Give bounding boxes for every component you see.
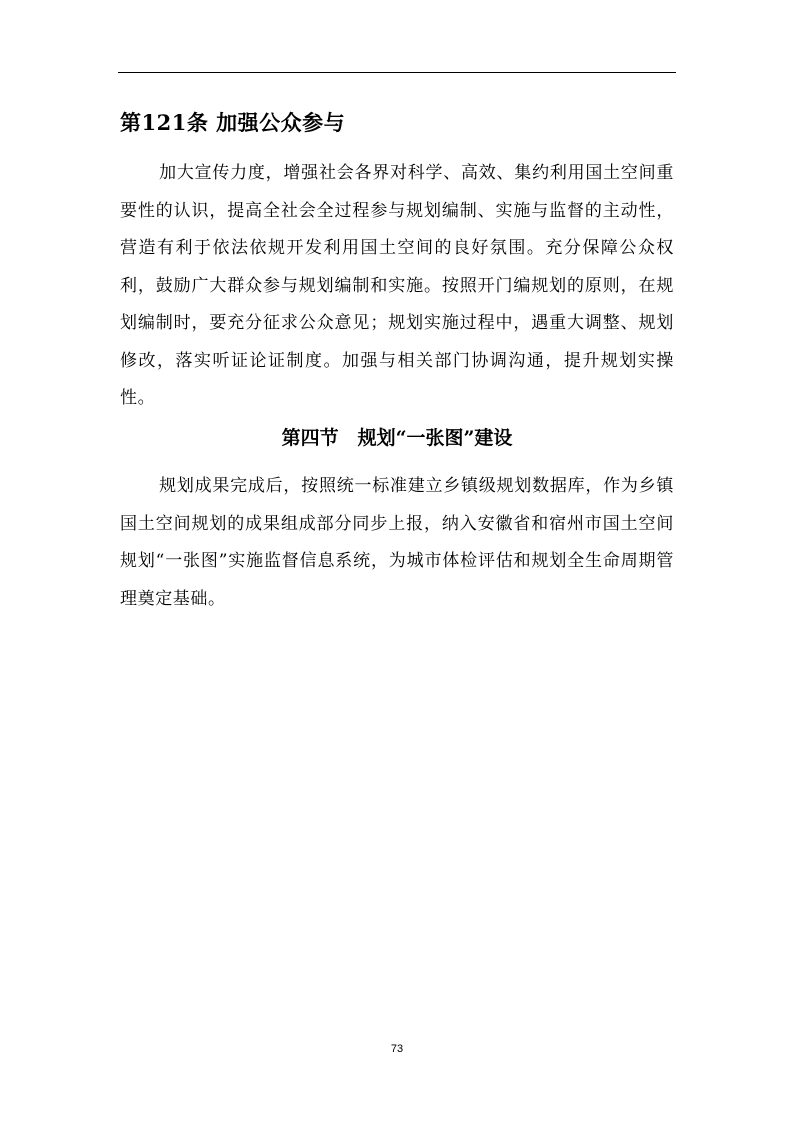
paragraph-public-participation: 加大宣传力度，增强社会各界对科学、高效、集约利用国土空间重要性的认识，提高全社会全过程参与规划编制、实施与监督的主动性，营造有利于依法依规开发利用国土空间的良好氛围。充分保障公众权利，鼓励广大群众参与规划编制和实施。按照开门编规划的原则，在规划编制时，要充分征求公众意见；规划实施过程中，遇重大调整、规划修改，落实听证论证制度。加强与相关部门协调沟通，提升规划实操性。: [120, 163, 674, 408]
section-title: 第四节 规划“一张图”建设: [281, 427, 513, 449]
paragraph-one-map: 规划成果完成后，按照统一标准建立乡镇级规划数据库，作为乡镇国土空间规划的成果组成部分同步上报，纳入安徽省和宿州市国土空间规划“一张图”实施监督信息系统，为城市体检评估和规划全生命周期管理奠定基础。: [120, 476, 674, 609]
header-rule: [118, 72, 676, 73]
page-number: 73: [390, 1043, 404, 1055]
article-title: 第121条 加强公众参与: [120, 110, 346, 135]
